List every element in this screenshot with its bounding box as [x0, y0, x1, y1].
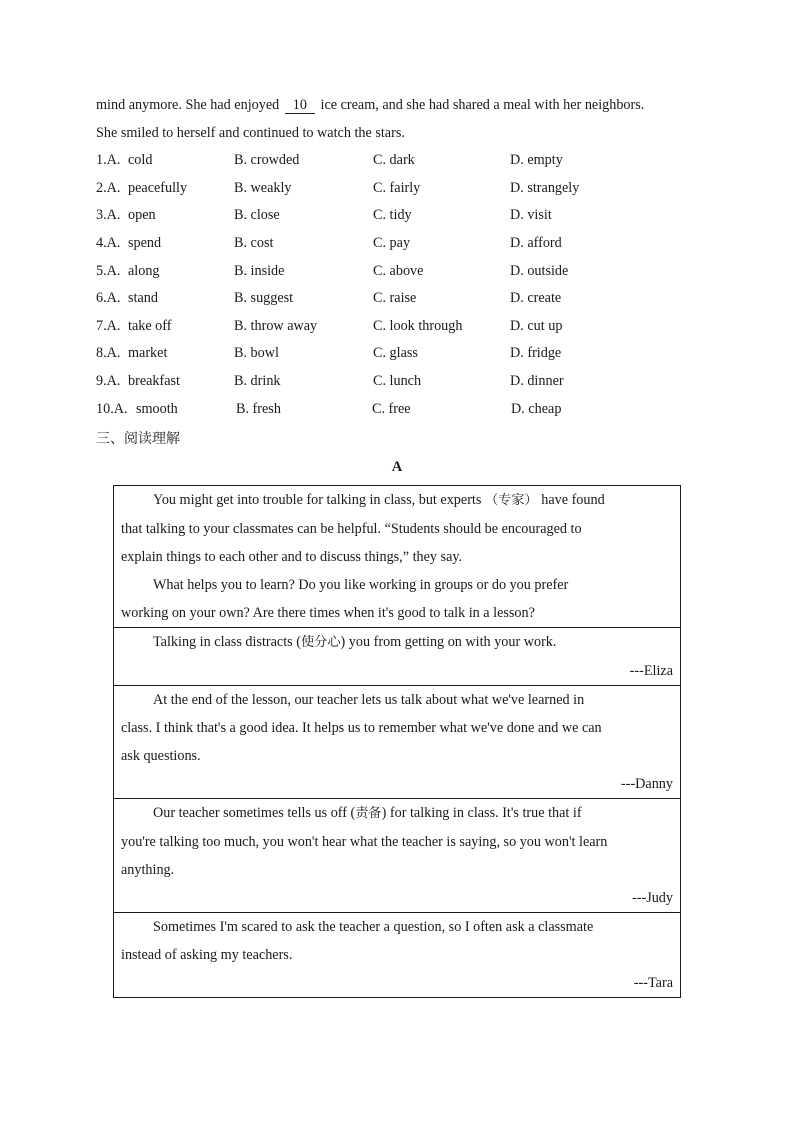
option-a: stand: [128, 290, 158, 306]
option-a: open: [128, 207, 156, 223]
option-b: B. throw away: [234, 318, 318, 334]
intro-line: You might get into trouble for talking in class, but experts （专家） have found: [153, 492, 605, 508]
comment-row-eliza: [114, 628, 681, 686]
intro-line: explain things to each other and to discuss things,” they say.: [121, 549, 463, 565]
option-number: 9.A.: [96, 373, 121, 389]
passage-intro-row: [114, 486, 681, 628]
comment-cell: [114, 913, 681, 998]
option-d: D. fridge: [510, 345, 562, 361]
intro-line: that talking to your classmates can be helpful. “Students should be encouraged to: [121, 521, 582, 537]
cloze-blank-10: 10: [285, 98, 315, 114]
option-number: 4.A.: [96, 235, 121, 251]
comment-cell: [114, 799, 681, 913]
passage-intro-cell: [114, 486, 681, 628]
comment-line: instead of asking my teachers.: [121, 947, 293, 963]
option-c: C. look through: [373, 318, 463, 334]
option-number: 1.A.: [96, 152, 121, 168]
option-number: 6.A.: [96, 290, 121, 306]
option-b: B. close: [234, 207, 280, 223]
comment-line: At the end of the lesson, our teacher lets us talk about what we've learned in: [153, 692, 585, 708]
option-number: 3.A.: [96, 207, 121, 223]
option-b: B. inside: [234, 263, 285, 279]
comment-row-danny: [114, 686, 681, 799]
intro-line: What helps you to learn? Do you like working in groups or do you prefer: [153, 577, 569, 593]
cloze-text-before-blank: mind anymore. She had enjoyed: [96, 97, 283, 113]
option-b: B. crowded: [234, 152, 300, 168]
option-number: 8.A.: [96, 345, 121, 361]
comment-line: Sometimes I'm scared to ask the teacher a question, so I often ask a classmate: [153, 919, 594, 935]
comment-cell: [114, 686, 681, 799]
comment-line: class. I think that's a good idea. It helps us to remember what we've done and we can: [121, 720, 602, 736]
option-number: 5.A.: [96, 263, 121, 279]
option-d: D. dinner: [510, 373, 564, 389]
option-b: B. drink: [234, 373, 281, 389]
option-c: C. pay: [373, 235, 411, 251]
comment-author: ---Danny: [621, 776, 673, 792]
option-number: 7.A.: [96, 318, 121, 334]
comment-line: Talking in class distracts (使分心) you from getting on with your work.: [153, 634, 557, 650]
section-title: 三、阅读理解: [96, 431, 180, 447]
option-d: D. empty: [510, 152, 563, 168]
option-c: C. above: [373, 263, 424, 279]
option-d: D. visit: [510, 207, 552, 223]
option-a: take off: [128, 318, 172, 334]
comment-line: anything.: [121, 862, 175, 878]
comment-cn-gloss: 使分心: [300, 635, 341, 650]
option-d: D. afford: [510, 235, 562, 251]
intro-line: working on your own? Are there times when it's good to talk in a lesson?: [121, 605, 535, 621]
comment-cn-gloss: 责备: [355, 806, 382, 821]
comment-author: ---Tara: [633, 975, 673, 991]
option-c: C. tidy: [373, 207, 412, 223]
passage-label: A: [391, 459, 403, 475]
comment-line: ask questions.: [121, 748, 201, 764]
intro-cn-gloss: （专家）: [484, 493, 538, 508]
option-a: smooth: [136, 401, 178, 417]
option-c: C. raise: [373, 290, 417, 306]
comment-line: you're talking too much, you won't hear what the teacher is saying, so you won't learn: [121, 834, 608, 850]
option-b: B. suggest: [234, 290, 294, 306]
option-d: D. create: [510, 290, 562, 306]
option-b: B. bowl: [234, 345, 279, 361]
comment-cell: [114, 628, 681, 686]
comment-row-tara: [114, 913, 681, 998]
option-a: spend: [128, 235, 162, 251]
option-a: peacefully: [128, 180, 188, 196]
option-d: D. cut up: [510, 318, 563, 334]
option-number: 2.A.: [96, 180, 121, 196]
option-c: C. dark: [373, 152, 415, 168]
option-d: D. outside: [510, 263, 569, 279]
option-number: 10.A.: [96, 401, 128, 417]
comment-line: Our teacher sometimes tells us off (责备) for talking in class. It's true that if: [153, 805, 582, 821]
comment-author: ---Eliza: [629, 663, 673, 679]
comment-author: ---Judy: [632, 890, 673, 906]
option-a: market: [128, 345, 168, 361]
option-a: breakfast: [128, 373, 180, 389]
option-b: B. cost: [234, 235, 274, 251]
option-a: along: [128, 263, 160, 279]
option-c: C. free: [372, 401, 411, 417]
option-b: B. fresh: [236, 401, 281, 417]
cloze-text-line-2: She smiled to herself and continued to watch the stars.: [96, 125, 405, 141]
option-d: D. strangely: [510, 180, 580, 196]
cloze-text-after-blank: ice cream, and she had shared a meal with her neighbors.: [316, 97, 645, 113]
option-c: C. fairly: [373, 180, 421, 196]
reading-passage-table: [113, 485, 681, 998]
option-d: D. cheap: [511, 401, 562, 417]
option-c: C. lunch: [373, 373, 422, 389]
option-c: C. glass: [373, 345, 418, 361]
option-a: cold: [128, 152, 153, 168]
option-b: B. weakly: [234, 180, 292, 196]
cloze-text-line-1: [96, 97, 644, 114]
comment-row-judy: [114, 799, 681, 913]
